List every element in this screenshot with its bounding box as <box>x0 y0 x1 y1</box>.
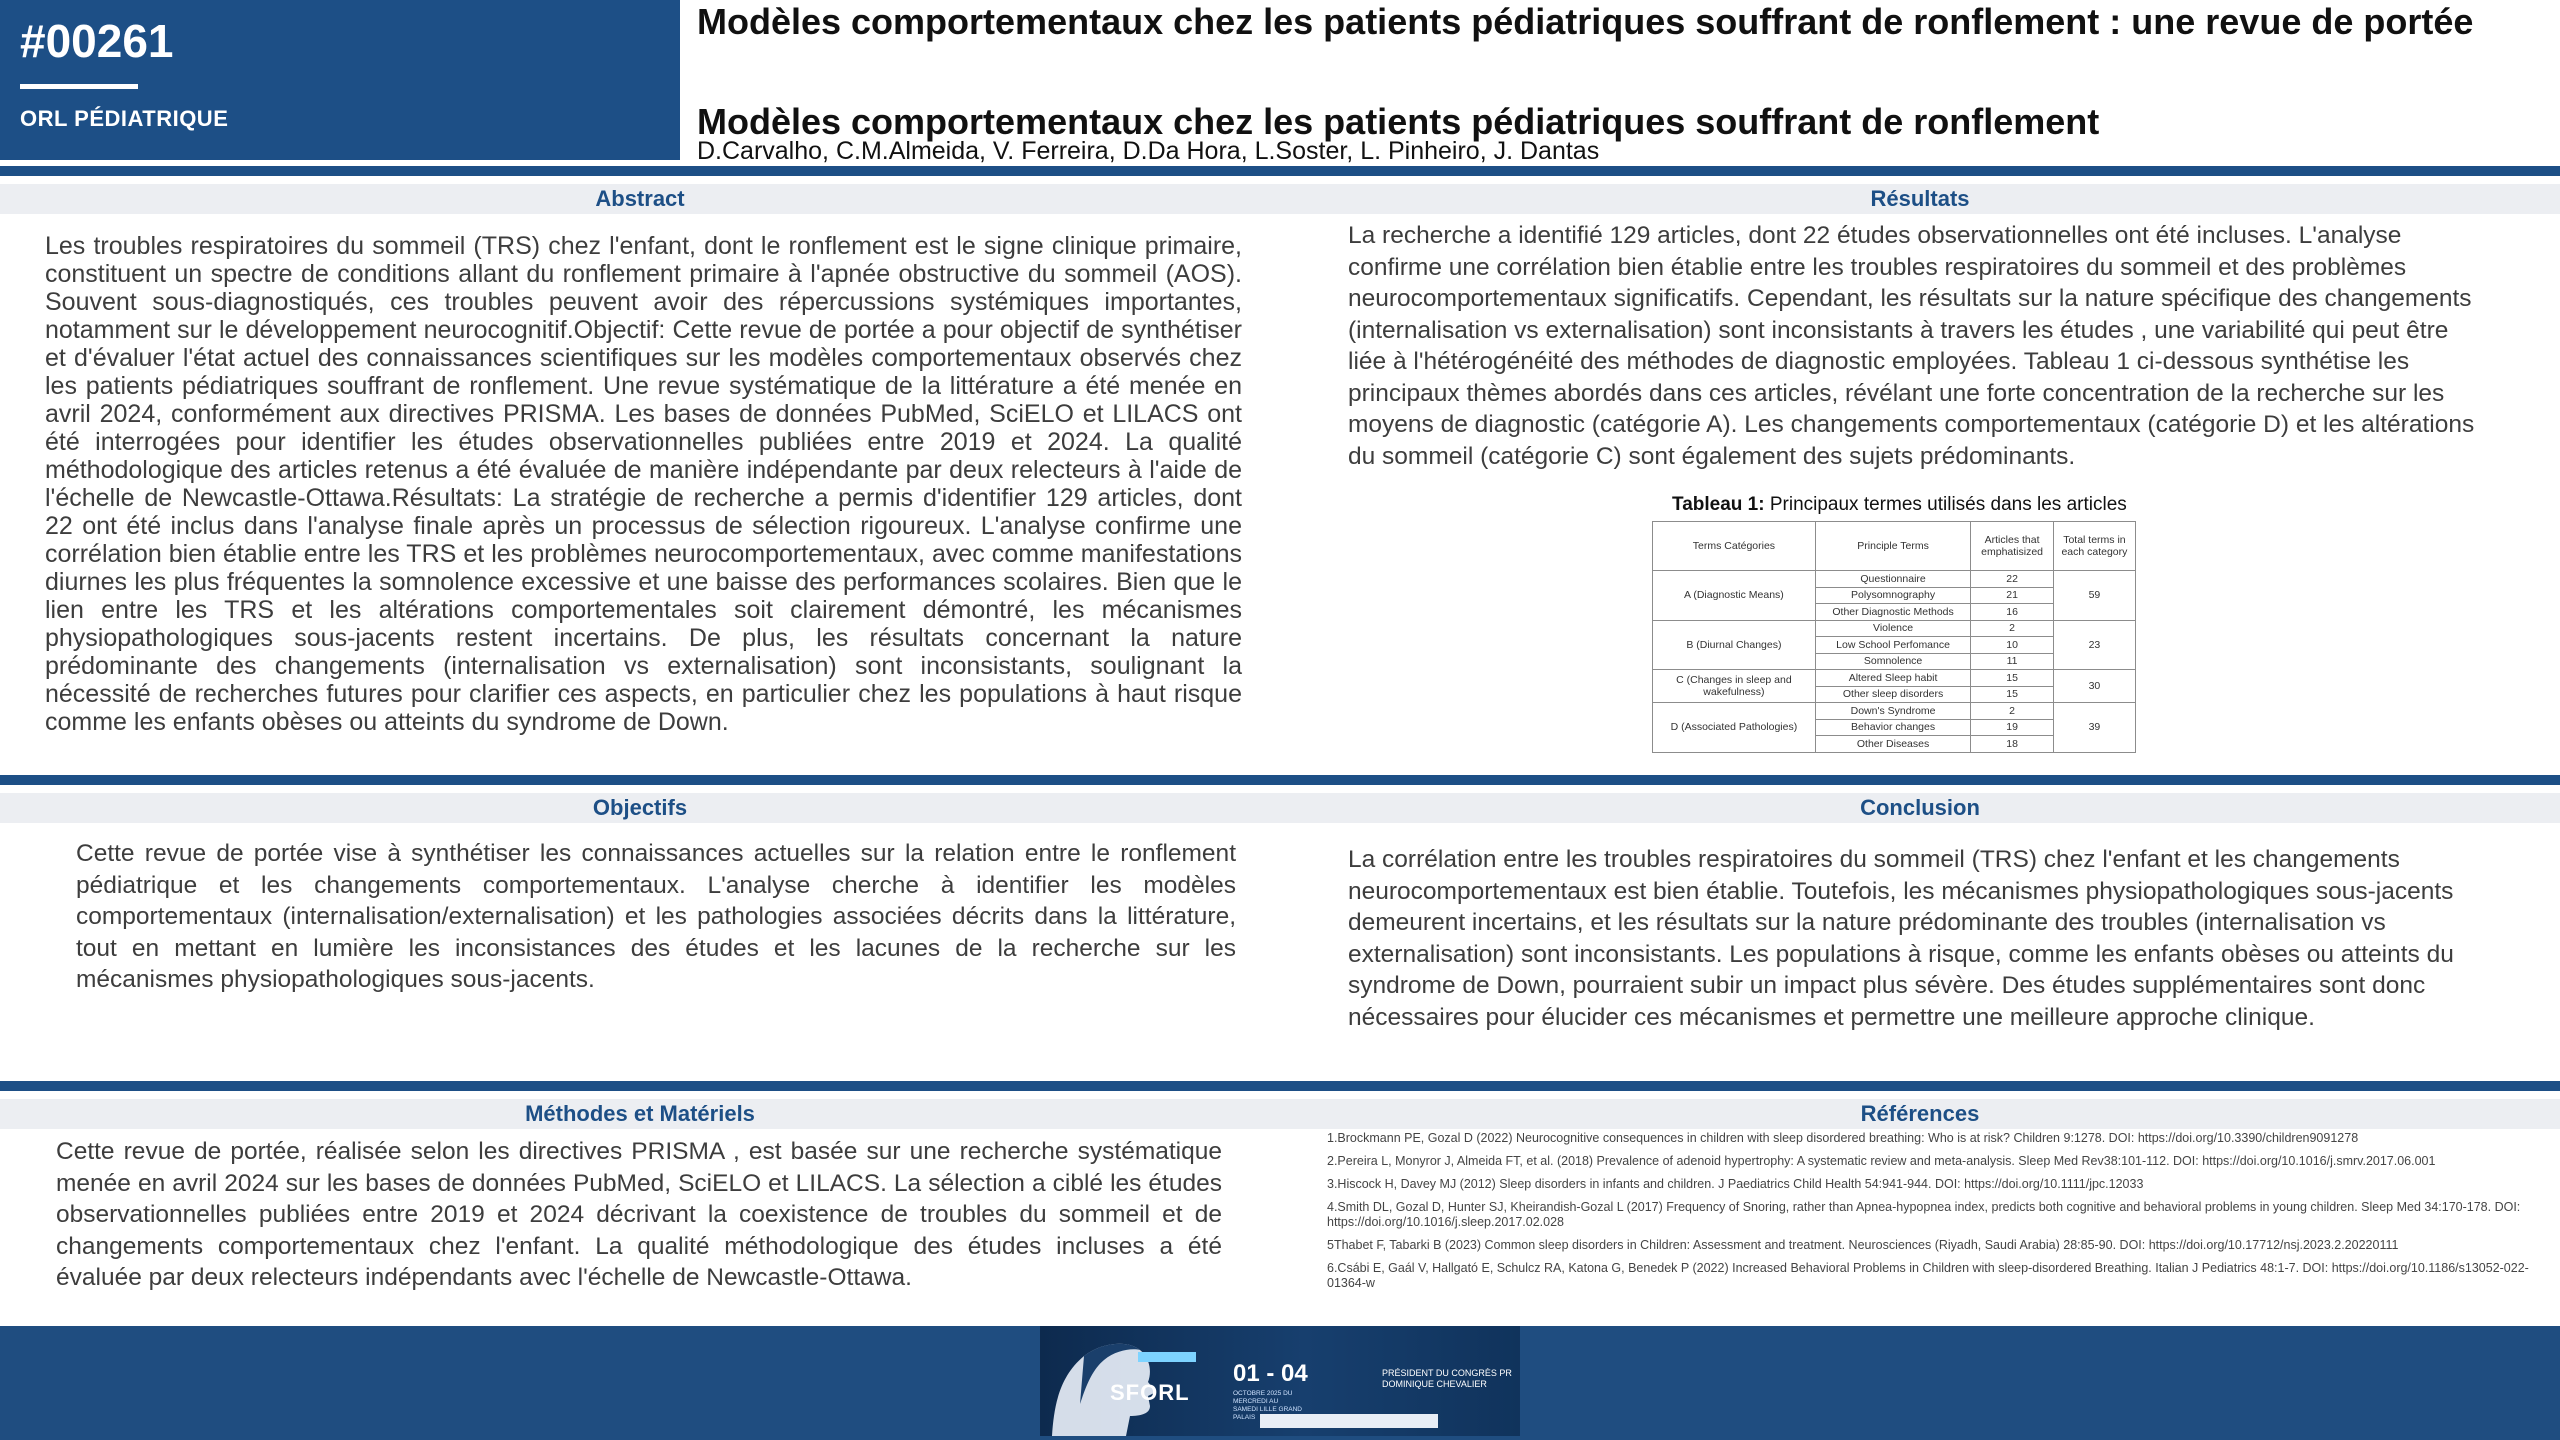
poster-number: #00261 <box>20 15 174 67</box>
table-total-cell: 59 <box>2053 571 2135 621</box>
table-total-cell: 30 <box>2053 670 2135 703</box>
section-title-objectifs: Objectifs <box>0 793 1280 823</box>
authors: D.Carvalho, C.M.Almeida, V. Ferreira, D.Da Hora, L.Soster, L. Pinheiro, J. Dantas <box>697 137 1600 165</box>
table-category-cell: C (Changes in sleep and wakefulness) <box>1653 670 1816 703</box>
table-term-cell: Behavior changes <box>1815 719 1970 736</box>
congress-date-info: OCTOBRE 2025 DU MERCREDI AU SAMEDI LILLE GRAND PALAIS <box>1233 1390 1302 1421</box>
table-term-cell: Other Diseases <box>1815 736 1970 753</box>
table-row <box>1653 620 2136 637</box>
banner-tag <box>1138 1352 1196 1362</box>
poster-id-block <box>0 0 680 160</box>
table-term-cell: Violence <box>1815 620 1970 637</box>
section-title-references: Références <box>1280 1099 2560 1129</box>
table-total-cell: 39 <box>2053 703 2135 753</box>
table-header: Articles that emphatisized <box>1971 522 2054 571</box>
poster-subtitle: Modèles comportementaux chez les patients pédiatriques souffrant de ronflement <box>697 101 2100 142</box>
congress-dates: 01 - 04 <box>1233 1360 1308 1387</box>
poster-title: Modèles comportementaux chez les patients pédiatriques souffrant de ronflement : une revue de portée <box>697 1 2474 42</box>
table-total-cell: 23 <box>2053 620 2135 670</box>
reference-item: 6.Csábi E, Gaál V, Hallgató E, Schulcz RA, Katona G, Benedek P (2022) Increased Behavioral Problems in Children with sleep-disordered Breathing. Italian J Pediatrics 48:1-7. DOI: https://doi.org/10.1186/s13052-022-01364-w <box>1327 1261 2529 1290</box>
table-count-cell: 22 <box>1971 571 2054 588</box>
table-header-row <box>1653 522 2136 571</box>
table-term-cell: Somnolence <box>1815 653 1970 670</box>
divider-band <box>0 1081 2560 1091</box>
reference-item: 3.Hiscock H, Davey MJ (2012) Sleep disorders in infants and children. J Paediatrics Child Health 54:941-944. DOI: https://doi.org/10.1111/jpc.12033 <box>1327 1177 2144 1191</box>
conclusion-text: La corrélation entre les troubles respiratoires du sommeil (TRS) chez l'enfant et les changements neurocomportementaux est bien établie. Toutefois, les mécanismes physiopathologiques sous-jacents demeurent incertains, et les résultats sur la nature prédominante des troubles (internalisation vs externalisation) sont inconsistants. Les populations à risque, comme les enfants obèses ou atteints du syndrome de Down, pourraient subir un impact plus sévère. Des études supplémentaires sont donc nécessaires pour élucider ces mécanismes et permettre une meilleure approche clinique. <box>1348 846 2454 1031</box>
congress-banner <box>1040 1326 1520 1436</box>
divider-band <box>0 775 2560 785</box>
table-count-cell: 10 <box>1971 637 2054 654</box>
resultats-text: La recherche a identifié 129 articles, dont 22 études observationnelles ont été incluses. L'analyse confirme une corrélation bien établie entre les troubles respiratoires du sommeil et des problèmes neurocomportementaux significatifs. Cependant, les résultats sur la nature spécifique des changements (internalisation vs externalisation) sont inconsistants à travers les études , une variabilité qui peut être liée à l'hétérogénéité des méthodes de diagnostic employées. Tableau 1 ci-dessous synthétise les principaux thèmes abordés dans ces articles, révélant une forte concentration de la recherche sur les moyens de diagnostic (catégorie A). Les changements comportementaux (catégorie D) et les altérations du sommeil (catégorie C) sont également des sujets prédominants. <box>1348 222 2475 470</box>
table-term-cell: Other sleep disorders <box>1815 686 1970 703</box>
table-count-cell: 15 <box>1971 686 2054 703</box>
table-term-cell: Altered Sleep habit <box>1815 670 1970 687</box>
sponsor-logos <box>1260 1414 1438 1428</box>
table-term-cell: Questionnaire <box>1815 571 1970 588</box>
congress-president: PRÉSIDENT DU CONGRÈS PR DOMINIQUE CHEVALIER <box>1382 1368 1512 1389</box>
table-term-cell: Low School Perfomance <box>1815 637 1970 654</box>
objectifs-text: Cette revue de portée vise à synthétiser les connaissances actuelles sur la relation entre le ronflement pédiatrique et les changements comportementaux. L'analyse cherche à identifier les modèles comportementaux (internalisation/externalisation) et les pathologies associées décrits dans la littérature, tout en mettant en lumière les inconsistances des études et les lacunes de la recherche sur les mécanismes physiopathologiques sous-jacents. <box>76 840 1236 993</box>
sforl-logo: SFORL <box>1110 1380 1190 1405</box>
divider <box>20 84 138 89</box>
table-header: Terms Catégories <box>1653 522 1816 571</box>
table-row <box>1653 571 2136 588</box>
table-count-cell: 19 <box>1971 719 2054 736</box>
table-term-cell: Other Diagnostic Methods <box>1815 604 1970 621</box>
table-count-cell: 16 <box>1971 604 2054 621</box>
section-title-conclusion: Conclusion <box>1280 793 2560 823</box>
table-count-cell: 15 <box>1971 670 2054 687</box>
table-category-cell: A (Diagnostic Means) <box>1653 571 1816 621</box>
table-term-cell: Polysomnography <box>1815 587 1970 604</box>
reference-item: 4.Smith DL, Gozal D, Hunter SJ, Kheirandish-Gozal L (2017) Frequency of Snoring, rather than Apnea-hypopnea index, predicts both cognitive and behavioral problems in young children. Sleep Med 34:170-178. DOI: https://doi.org/10.1016/j.sleep.2017.02.028 <box>1327 1200 2521 1229</box>
table-term-cell: Down's Syndrome <box>1815 703 1970 720</box>
table-header: Total terms in each category <box>2053 522 2135 571</box>
section-title-resultats: Résultats <box>1280 184 2560 214</box>
methodes-text: Cette revue de portée, réalisée selon les directives PRISMA , est basée sur une recherche systématique menée en avril 2024 sur les bases de données PubMed, SciELO et LILACS. La sélection a ciblé les études observationnelles publiées entre 2019 et 2024 décrivant la coexistence de troubles du sommeil et de changements comportementaux chez l'enfant. La qualité méthodologique des études incluses a été évaluée par deux relecteurs indépendants avec l'échelle de Newcastle-Ottawa. <box>56 1138 1222 1291</box>
table-count-cell: 2 <box>1971 620 2054 637</box>
table-caption: Tableau 1: Principaux termes utilisés dans les articles <box>1672 494 2127 515</box>
references-list <box>1327 1131 2552 1299</box>
table-count-cell: 18 <box>1971 736 2054 753</box>
reference-item: 2.Pereira L, Monyror J, Almeida FT, et al. (2018) Prevalence of adenoid hypertrophy: A systematic review and meta-analysis. Sleep Med Rev38:101-112. DOI: https://doi.org/10.1016/j.smrv.2017.06.001 <box>1327 1154 2436 1168</box>
section-title-abstract: Abstract <box>0 184 1280 214</box>
table-row <box>1653 703 2136 720</box>
table-count-cell: 2 <box>1971 703 2054 720</box>
reference-item: 5Thabet F, Tabarki B (2023) Common sleep disorders in Children: Assessment and treatment. Neurosciences (Riyadh, Saudi Arabia) 28:85-90. DOI: https://doi.org/10.17712/nsj.2023.2.20220111 <box>1327 1238 2399 1252</box>
terms-table <box>1652 521 2136 753</box>
table-category-cell: D (Associated Pathologies) <box>1653 703 1816 753</box>
table-count-cell: 21 <box>1971 587 2054 604</box>
table-row <box>1653 670 2136 687</box>
reference-item: 1.Brockmann PE, Gozal D (2022) Neurocognitive consequences in children with sleep disordered breathing: Who is at risk? Children 9:1278. DOI: https://doi.org/10.3390/children9091278 <box>1327 1131 2359 1145</box>
poster-category: ORL PÉDIATRIQUE <box>20 106 229 131</box>
abstract-text: Les troubles respiratoires du sommeil (TRS) chez l'enfant, dont le ronflement est le signe clinique primaire, constituent un spectre de conditions allant du ronflement primaire à l'apnée obstructive du sommeil (AOS). Souvent sous-diagnostiqués, ces troubles peuvent avoir des répercussions systémiques importantes, notamment sur le développement neurocognitif.Objectif: Cette revue de portée a pour objectif de synthétiser et d'évaluer l'état actuel des connaissances scientifiques sur les modèles comportementaux observés chez les patients pédiatriques souffrant de ronflement. Une revue systématique de la littérature a été menée en avril 2024, conformément aux directives PRISMA. Les bases de données PubMed, SciELO et LILACS ont été interrogées pour identifier les études observationnelles publiées entre 2019 et 2024. La qualité méthodologique des articles retenus a été évaluée de manière indépendante par deux relecteurs à l'aide de l'échelle de Newcastle-Ottawa.Résultats: La stratégie de recherche a permis d'identifier 129 articles, dont 22 ont été inclus dans l'analyse finale après un processus de sélection rigoureux. L'analyse confirme une corrélation bien établie entre les TRS et les problèmes neurocomportementaux, avec comme manifestations diurnes les plus fréquentes la somnolence excessive et une baisse des performances scolaires. Bien que le lien entre les TRS et les altérations comportementales soit clairement démontré, les mécanismes physiopathologiques sous-jacents restent incertains. De plus, les résultats concernant la nature prédominante des changements (internalisation vs externalisation) sont inconsistants, soulignant la nécessité de recherches futures pour clarifier ces aspects, en particulier chez les populations à haut risque comme les enfants obèses ou atteints du syndrome de Down. <box>45 232 1242 736</box>
table-category-cell: B (Diurnal Changes) <box>1653 620 1816 670</box>
table-header: Principle Terms <box>1815 522 1970 571</box>
divider-band <box>0 166 2560 176</box>
section-title-methodes: Méthodes et Matériels <box>0 1099 1280 1129</box>
table-count-cell: 11 <box>1971 653 2054 670</box>
